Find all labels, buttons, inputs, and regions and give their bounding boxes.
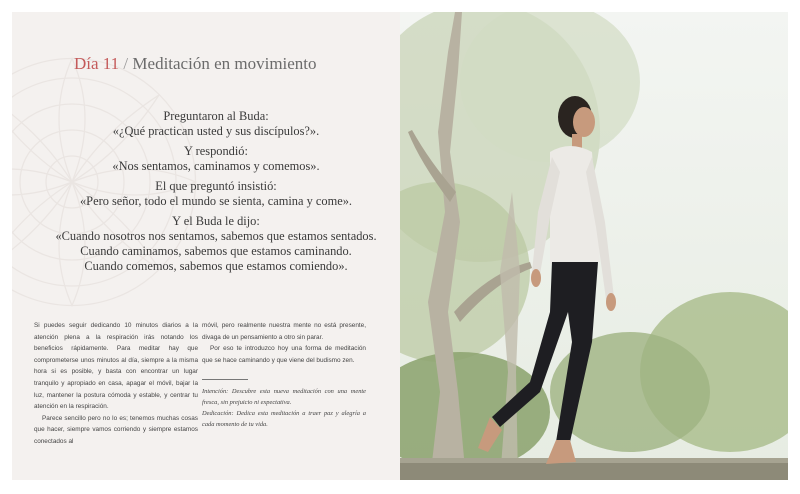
quote-stanza [52, 214, 380, 274]
photo-illustration [400, 12, 788, 480]
quote-line: Preguntaron al Buda: [163, 109, 269, 123]
quote-stanza [52, 179, 380, 209]
body-column-left [34, 320, 198, 448]
page-title [74, 54, 317, 74]
dedication-note: Dedicación: Dedica esta meditación a traer paz y alegría a cada momento de tu vida. [202, 410, 366, 429]
quote-line: «Nos sentamos, caminamos y comemos». [112, 159, 320, 173]
body-paragraph: Si puedes seguir dedicando 10 minutos diarios a la atención plena a la respiración irás notando los beneficios rápidamente. Para meditar hay que comprometerse unos minutos al día, siempre a la misma hora si es posible, y basta con encontrar un lugar tranquilo y apropiado en casa, apagar el móvil, bajar la luz, mantener la postura cómoda y estable, y centrar tu atención en la respiración. [34, 322, 198, 411]
body-column-right [202, 320, 366, 430]
text-page [12, 12, 400, 480]
body-paragraph: Por eso te introduzco hoy una forma de meditación que se hace caminando y que viene del budismo zen. [202, 345, 366, 364]
body-paragraph: Parece sencillo pero no lo es; tenemos muchas cosas que hacer, siempre vamos corriendo y siempre estamos conectados al [34, 414, 198, 445]
quote-line: El que preguntó insistió: [155, 179, 277, 193]
quote-stanza [52, 144, 380, 174]
meditation-title: Meditación en movimiento [132, 54, 317, 73]
day-number: Día 11 [74, 54, 120, 73]
title-separator: / [123, 54, 129, 73]
quote-line: «¿Qué practican usted y sus discípulos?». [112, 124, 320, 138]
body-paragraph: móvil, pero realmente nuestra mente no está presente, divaga de un pensamiento a otro sin parar. [202, 322, 366, 341]
walking-meditation-photo [400, 12, 788, 480]
quote-line: Y respondió: [184, 144, 248, 158]
quote-line: «Cuando nosotros nos sentamos, sabemos que estamos sentados. [55, 229, 377, 243]
quote-line: Cuando caminamos, sabemos que estamos caminando. [80, 244, 352, 258]
quote-line: Y el Buda le dijo: [172, 214, 260, 228]
divider [202, 379, 248, 380]
quote-line: «Pero señor, todo el mundo se sienta, camina y come». [79, 194, 353, 208]
buddha-quote [52, 109, 380, 279]
intention-note: Intención: Descubre esta nueva meditación con una mente fresca, sin prejuicio ni expectativa. [202, 388, 366, 407]
quote-line: Cuando comemos, sabemos que estamos comiendo». [84, 259, 348, 273]
quote-stanza [52, 109, 380, 139]
